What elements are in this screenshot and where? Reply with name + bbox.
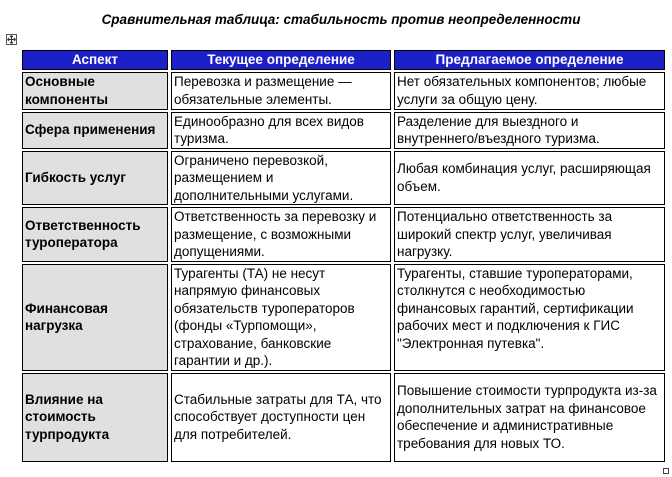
table-move-handle[interactable] <box>6 34 17 45</box>
current-cell: Стабильные затраты для ТА, что способствует доступности цен для потребителей. <box>171 373 391 462</box>
proposed-cell: Любая комбинация услуг, расширяющая объем. <box>394 151 665 206</box>
move-arrows-icon <box>7 35 16 44</box>
aspect-cell: Влияние на стоимость турпродукта <box>22 373 168 462</box>
proposed-cell: Потенциально ответственность за широкий спектр услуг, увеличивая нагрузку. <box>394 207 665 262</box>
table-resize-handle[interactable] <box>663 468 669 474</box>
aspect-cell: Гибкость услуг <box>22 151 168 206</box>
header-proposed: Предлагаемое определение <box>394 50 665 70</box>
header-aspect: Аспект <box>22 50 168 70</box>
table-header-row <box>22 50 665 70</box>
current-cell: Перевозка и размещение — обязательные элементы. <box>171 72 391 110</box>
aspect-cell: Основные компоненты <box>22 72 168 110</box>
header-current: Текущее определение <box>171 50 391 70</box>
proposed-cell: Нет обязательных компонентов; любые услуги за общую цену. <box>394 72 665 110</box>
aspect-cell: Финансовая нагрузка <box>22 264 168 371</box>
current-cell: Ограничено перевозкой, размещением и дополнительными услугами. <box>171 151 391 206</box>
table-row <box>22 151 665 206</box>
current-cell: Единообразно для всех видов туризма. <box>171 112 391 149</box>
table-row <box>22 72 665 110</box>
current-cell: Ответственность за перевозку и размещение, с возможными допущениями. <box>171 207 391 262</box>
document-title: Сравнительная таблица: стабильность против неопределенности <box>101 12 581 27</box>
table-row <box>22 112 665 149</box>
aspect-cell: Сфера применения <box>22 112 168 149</box>
table-row <box>22 373 665 462</box>
aspect-cell: Ответственность туроператора <box>22 207 168 262</box>
table-row <box>22 207 665 262</box>
current-cell: Турагенты (ТА) не несут напрямую финансовых обязательств туроператоров (фонды «Турпомощи», страхование, банковские гарантии и др.). <box>171 264 391 371</box>
proposed-cell: Турагенты, ставшие туроператорами, столкнутся с необходимостью финансовых гарантий, сертификации рабочих мест и подключения к ГИС "Электронная путевка". <box>394 264 665 371</box>
comparison-table <box>19 48 668 464</box>
proposed-cell: Повышение стоимости турпродукта из-за дополнительных затрат на финансовое обеспечение и административные требования для новых ТО. <box>394 373 665 462</box>
table-row <box>22 264 665 371</box>
proposed-cell: Разделение для выездного и внутреннего/въездного туризма. <box>394 112 665 149</box>
